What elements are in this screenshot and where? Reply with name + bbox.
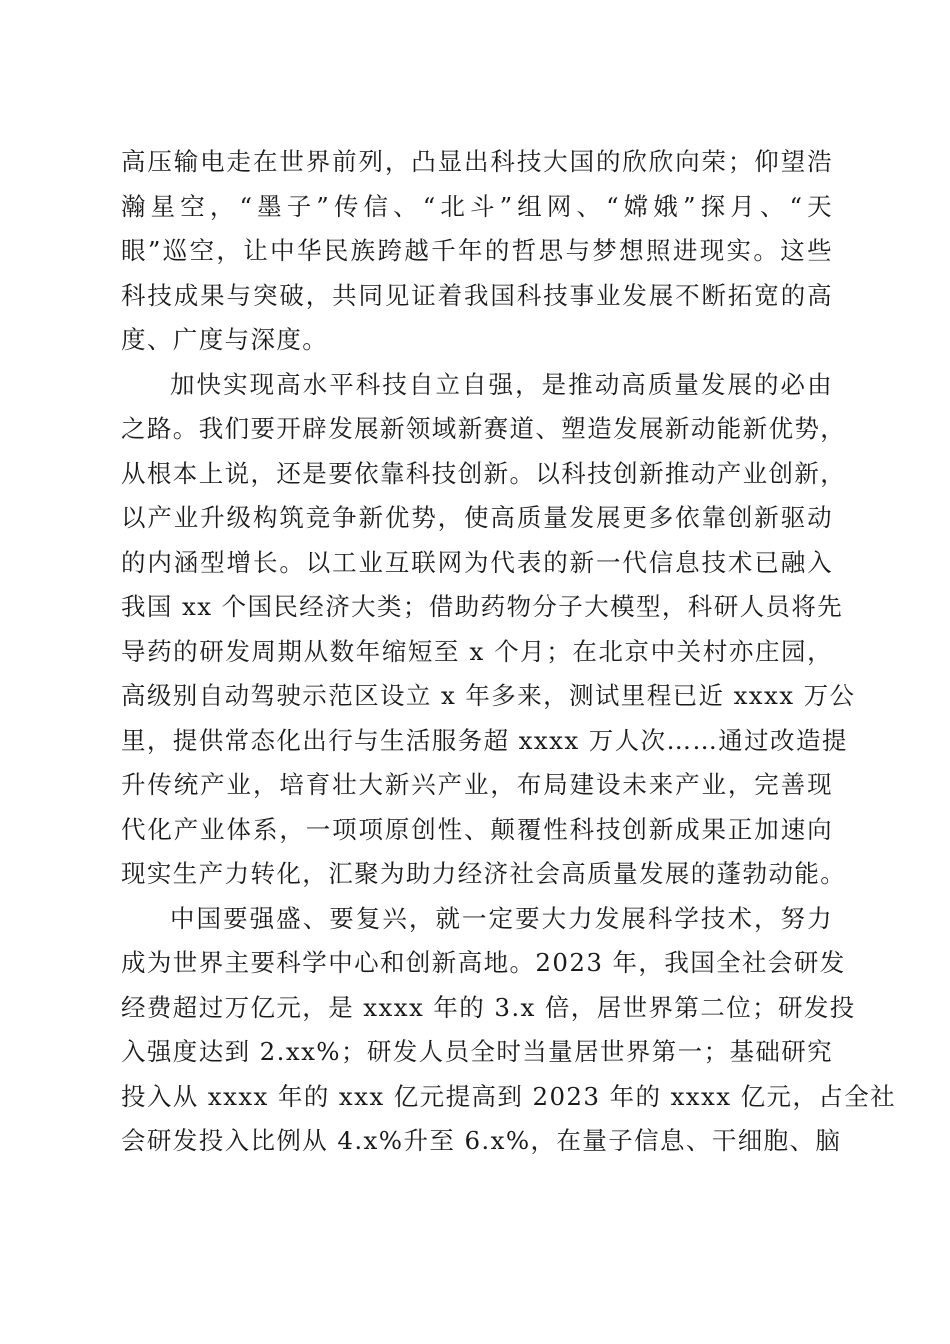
text-line: 现实生产力转化，汇聚为助力经济社会高质量发展的蓬勃动能。 xyxy=(121,859,847,888)
text-line: 导药的研发周期从数年缩短至 x 个月；在北京中关村亦庄园， xyxy=(121,636,833,666)
text-line: 经费超过万亿元，是 xxxx 年的 3.x 倍，居世界第二位；研发投 xyxy=(121,992,856,1022)
text-line: 成为世界主要科学中心和创新高地。2023 年，我国全社会研发 xyxy=(121,948,846,977)
text-line: 代化产业体系，一项项原创性、颠覆性科技创新成果正加速向 xyxy=(121,814,833,844)
text-line: 入强度达到 2.xx%；研发人员全时当量居世界第一；基础研究 xyxy=(121,1037,834,1066)
text-line: 高压输电走在世界前列，凸显出科技大国的欣欣向荣；仰望浩 xyxy=(121,147,833,176)
text-line: 中国要强盛、要复兴，就一定要大力发展科学技术，努力 xyxy=(170,903,833,933)
text-line: 科技成果与突破，共同见证着我国科技事业发展不断拓宽的高 xyxy=(121,280,833,310)
text-line: 投入从 xxxx 年的 xxx 亿元提高到 2023 年的 xxxx 亿元，占全社 xyxy=(121,1081,897,1111)
text-line: 瀚星空，“墨子”传信、“北斗”组网、“嫦娥”探月、“天 xyxy=(121,191,833,221)
text-line: 加快实现高水平科技自立自强，是推动高质量发展的必由 xyxy=(170,369,833,399)
text-line: 眼”巡空，让中华民族跨越千年的哲思与梦想照进现实。这些 xyxy=(121,236,833,265)
text-line: 会研发投入比例从 4.x%升至 6.x%，在量子信息、干细胞、脑 xyxy=(121,1126,842,1155)
text-line: 升传统产业，培育壮大新兴产业，布局建设未来产业，完善现 xyxy=(121,770,833,799)
article-body xyxy=(121,140,897,1164)
text-line: 的内涵型增长。以工业互联网为代表的新一代信息技术已融入 xyxy=(121,547,833,577)
text-line: 高级别自动驾驶示范区设立 x 年多来，测试里程已近 xxxx 万公 xyxy=(121,681,856,710)
paragraph-1 xyxy=(121,140,833,363)
paragraph-2 xyxy=(121,363,856,897)
text-line: 度、广度与深度。 xyxy=(121,325,329,354)
text-line: 里，提供常态化出行与生活服务超 xxxx 万人次……通过改造提 xyxy=(121,725,848,755)
text-line: 之路。我们要开辟发展新领域新赛道、塑造发展新动能新优势， xyxy=(121,414,847,443)
paragraph-3 xyxy=(121,897,897,1164)
text-line: 我国 xx 个国民经济大类；借助药物分子大模型，科研人员将先 xyxy=(121,592,844,621)
text-line: 从根本上说，还是要依靠科技创新。以科技创新推动产业创新， xyxy=(121,458,847,488)
text-line: 以产业升级构筑竞争新优势，使高质量发展更多依靠创新驱动 xyxy=(121,503,833,532)
